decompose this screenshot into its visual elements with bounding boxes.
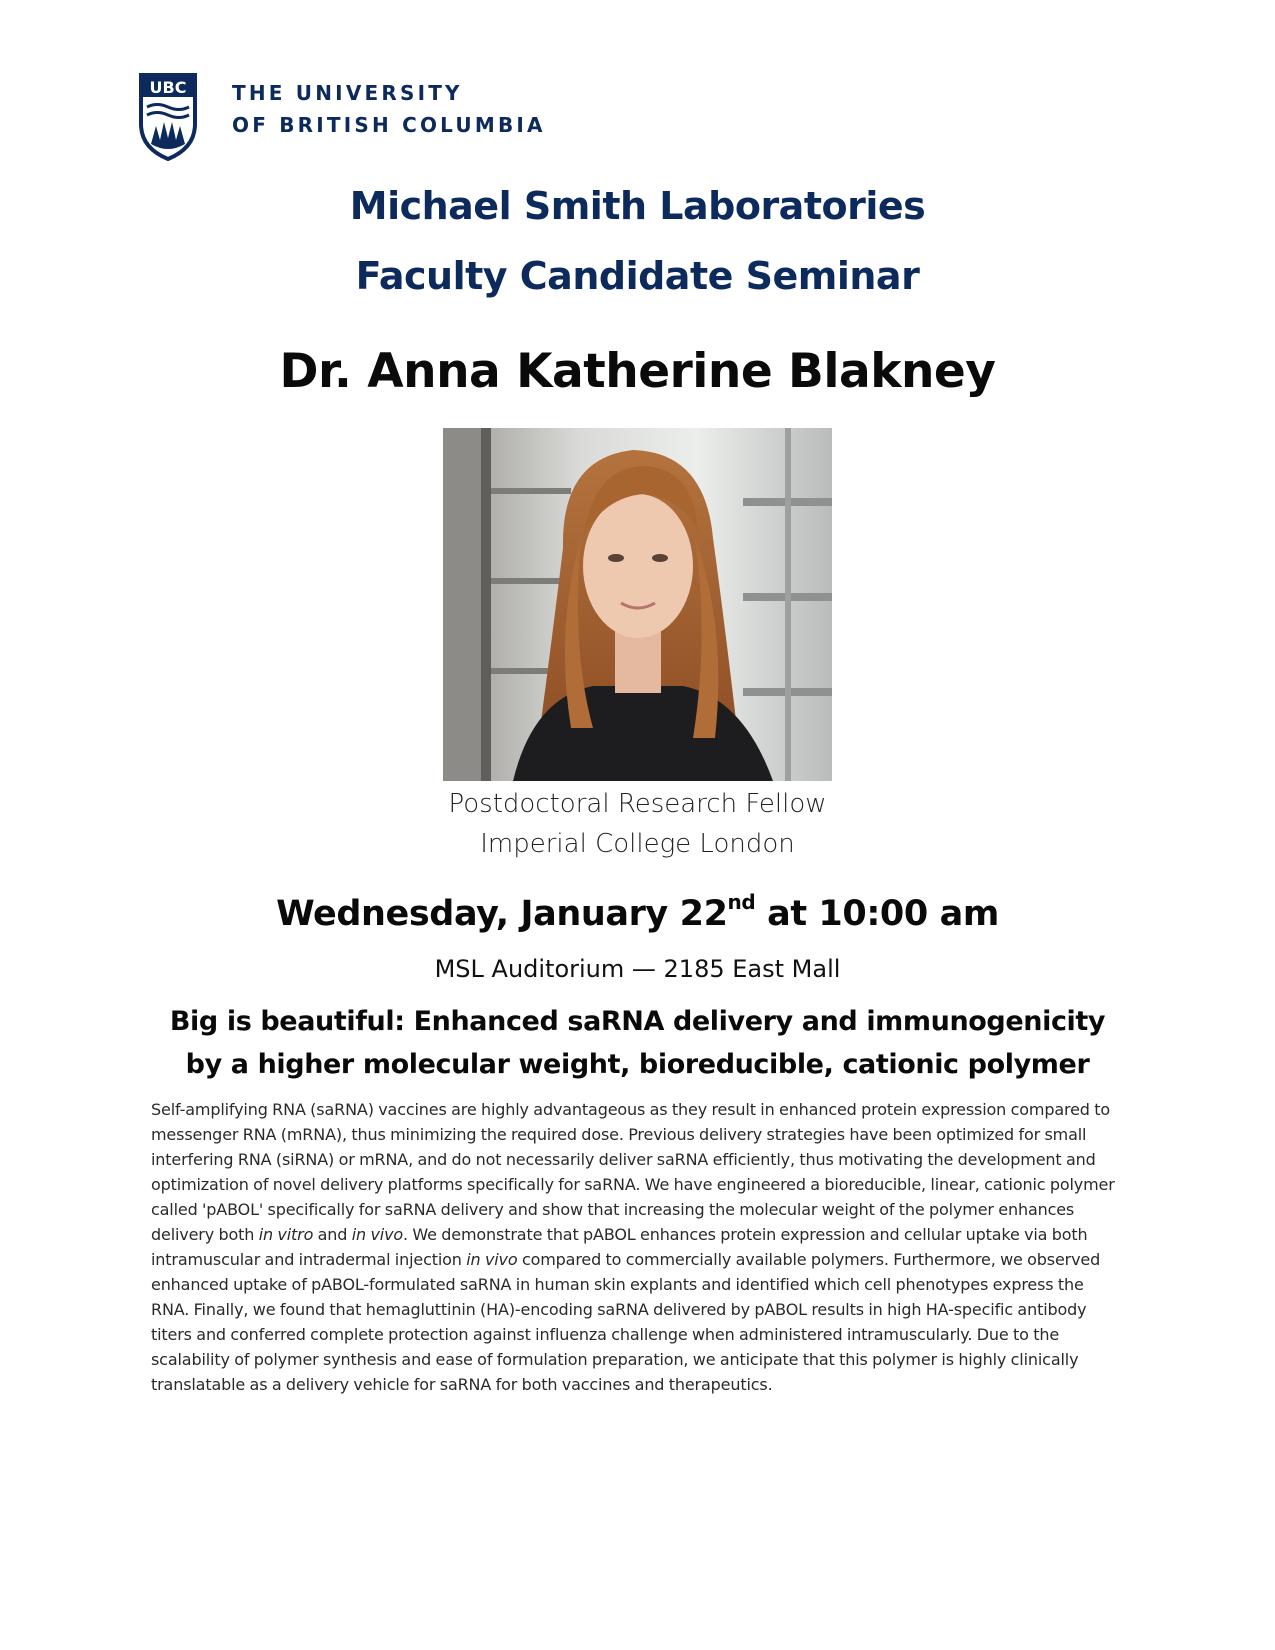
date-ordinal-suffix: nd [727,890,756,914]
talk-title [0,1000,1275,1086]
abstract-text-1: Self-amplifying RNA (saRNA) vaccines are highly advantageous as they result in enhanced protein expression compared to messenger RNA (mRNA), thus minimizing the required dose. Previous delivery strategies have been optimized for small interfering RNA (siRNA) or mRNA, and do not necessarily deliver saRNA efficiently, thus motivating the development and optimization of novel delivery platforms specifically for saRNA. We have engineered a bioreducible, linear, cationic polymer called 'pABOL' specifically for saRNA delivery and show that increasing the molecular weight of the polymer enhances delivery both [151,1100,1115,1244]
seminar-heading [0,171,1275,311]
university-name-line1: THE UNIVERSITY [232,81,463,105]
ubc-crest-icon [138,72,198,162]
speaker-position: Postdoctoral Research Fellow [448,789,827,819]
ubc-logo [138,72,546,162]
speaker-name: Dr. Anna Katherine Blakney [279,344,996,399]
abstract-text-3: . We demonstrate that pABOL enhances protein expression and cellular uptake via both intramuscular and intradermal injection [151,1225,1088,1269]
svg-text:UBC: UBC [149,78,187,97]
seminar-location: MSL Auditorium — 2185 East Mall [434,955,841,983]
university-name-line2: OF BRITISH COLUMBIA [232,113,546,137]
talk-title-line2: by a higher molecular weight, bioreducible, cationic polymer [185,1049,1090,1080]
seminar-datetime [0,889,1275,939]
speaker-affiliation [0,784,1275,864]
abstract-italic-2: in vivo [351,1225,404,1244]
abstract-italic-3: in vivo [466,1250,518,1269]
abstract-text-4: compared to commercially available polymers. Furthermore, we observed enhanced uptake of pABOL-formulated saRNA in human skin explants and identified which cell phenotypes express the RNA. Finally, we found that hemagluttinin (HA)-encoding saRNA delivered by pABOL results in high HA-specific antibody titers and conferred complete protection against influenza challenge when administered intramuscularly. Due to the scalability of polymer synthesis and ease of formulation preparation, we anticipate that this polymer is highly clinically translatable as a delivery vehicle for saRNA for both vaccines and therapeutics. [151,1250,1101,1394]
seminar-date: Wednesday, January 22 [276,894,728,934]
talk-title-line1: Big is beautiful: Enhanced saRNA delivery and immunogenicity [169,1006,1106,1037]
seminar-series: Faculty Candidate Seminar [355,254,920,298]
abstract-text-2: and [313,1225,352,1244]
university-wordmark [232,77,546,141]
seminar-time: at 10:00 am [755,894,999,934]
speaker-photo [443,428,832,781]
abstract-italic-1: in vitro [258,1225,314,1244]
speaker-institution: Imperial College London [480,829,795,859]
talk-abstract [151,1097,1126,1397]
lab-name: Michael Smith Laboratories [349,184,926,228]
